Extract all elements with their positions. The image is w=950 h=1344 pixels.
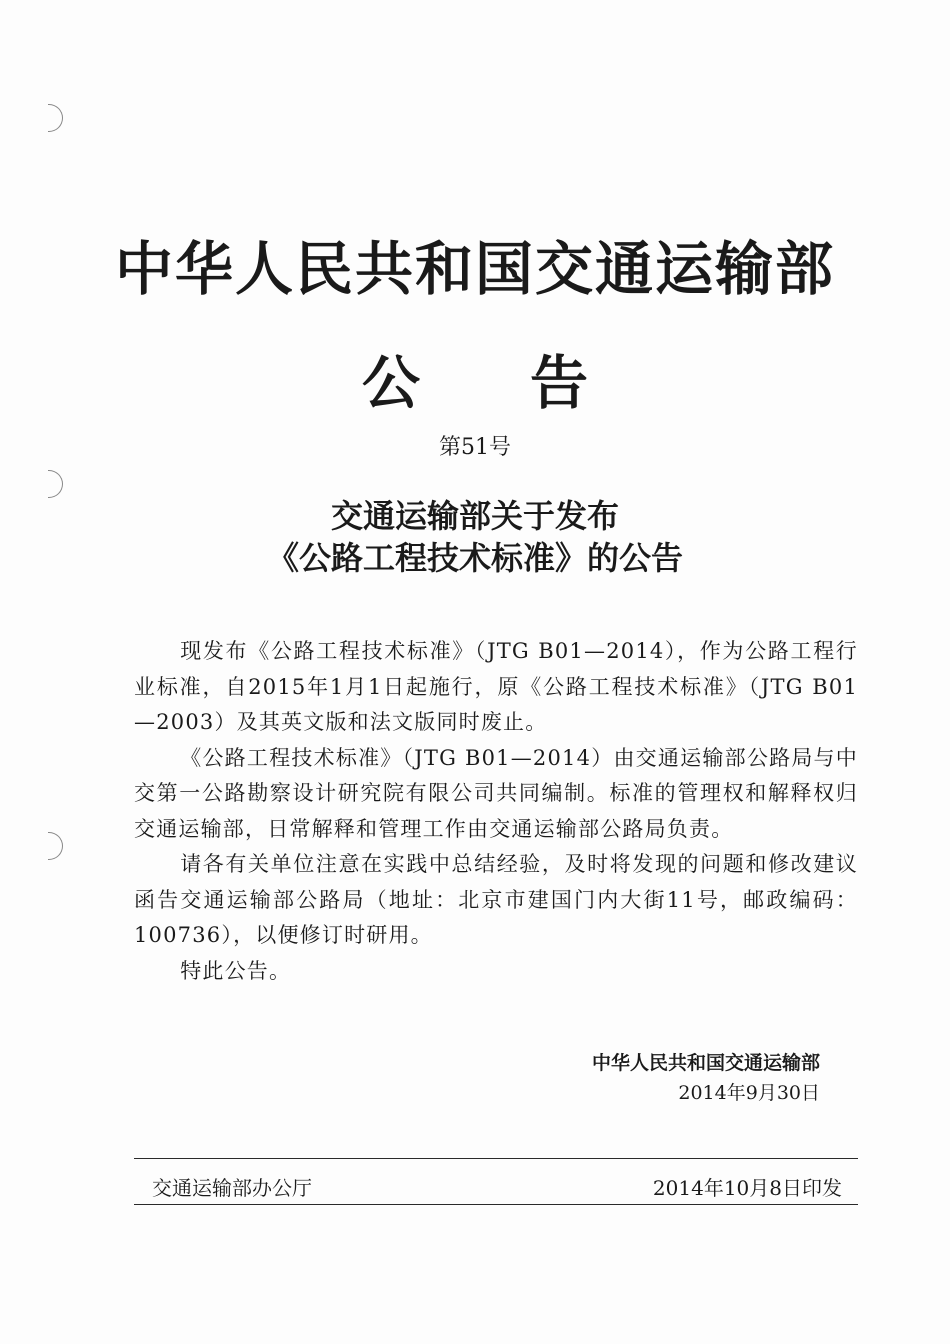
body-paragraph: 现发布《公路工程技术标准》（JTG B01—2014），作为公路工程行业标准，自2015年1月1日起施行，原《公路工程技术标准》（JTG B01—2003）及其英文版和法文版同时废止。: [134, 639, 858, 734]
subject-line-2: 《公路工程技术标准》的公告: [266, 539, 683, 577]
body-paragraph: 请各有关单位注意在实践中总结经验，及时将发现的问题和修改建议函告交通运输部公路局（地址：北京市建国门内大街11号，邮政编码：100736），以便修订时研用。: [134, 852, 858, 947]
signature-issuer: 中华人民共和国交通运输部: [591, 1052, 820, 1074]
subject-line-1: 交通运输部关于发布: [330, 497, 619, 535]
footer-rule-bottom: [134, 1204, 858, 1205]
closing-statement: 特此公告。: [180, 958, 292, 983]
signature-date: 2014年9月30日: [678, 1082, 820, 1104]
announcement-subject: [0, 495, 950, 579]
footer-rule-top: [134, 1158, 858, 1159]
print-date: 2014年10月8日印发: [652, 1176, 842, 1200]
punch-hole-mark: [48, 832, 63, 860]
announcement-body: [134, 634, 858, 989]
issuing-office: 交通运输部办公厅: [152, 1176, 312, 1200]
ministry-title: 中华人民共和国交通运输部: [114, 235, 835, 303]
punch-hole-mark: [48, 470, 63, 498]
document-type-title: 公告: [361, 349, 698, 417]
body-paragraph: 《公路工程技术标准》（JTG B01—2014）由交通运输部公路局与中交第一公路勘察设计研究院有限公司共同编制。标准的管理权和解释权归交通运输部，日常解释和管理工作由交通运输部公路局负责。: [134, 745, 858, 841]
document-number: 第51号: [439, 435, 511, 460]
punch-hole-mark: [48, 104, 63, 132]
